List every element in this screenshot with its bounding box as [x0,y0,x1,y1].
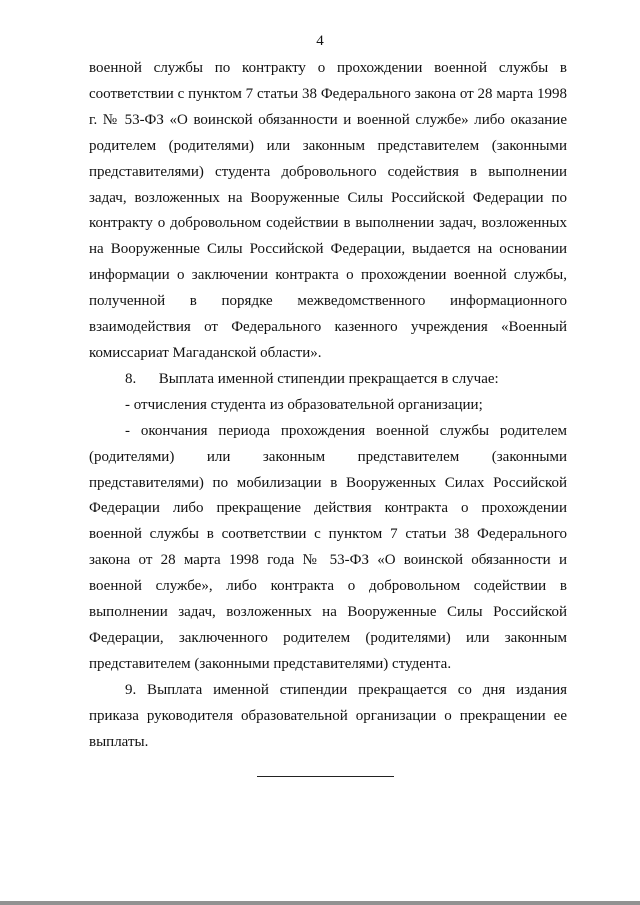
paragraph-item-9: 9. Выплата именной стипендии прекращается со дня издания приказа руководителя образовательной организации о прекращении ее выплаты. [89,681,567,750]
end-separator-line [257,776,394,777]
document-body [89,56,567,755]
paragraph-item-8: 8. Выплата именной стипендии прекращается в случае: [125,370,499,387]
paragraph-item-8-dash-1: - отчисления студента из образовательной организации; [125,396,483,413]
paragraph-item-8-dash-2: - окончания периода прохождения военной службы родителем (родителями) или законным представителем (законными представителями) по мобилизации в Вооруженных Силах Российской Федерации либо прекращение действия контракта о прохождении военной службы в соответствии с пунктом 7 статьи 38 Федерального закона от 28 марта 1998 года № 53-ФЗ «О воинской обязанности и военной службе», либо контракта о добровольном содействии в выполнении задач, возложенных на Вооруженные Силы Российской Федерации, заключенного родителем (родителями) или законным представителем (законными представителями) студента. [89,422,567,672]
paragraph-continuation: военной службы по контракту о прохождении военной службы в соответствии с пунктом 7 статьи 38 Федерального закона от 28 марта 1998 г. № 53-ФЗ «О воинской обязанности и военной службе» либо оказание родителем (родителями) или законным представителем (законными представителями) студента добровольного содействия в выполнении задач, возложенных на Вооруженные Силы Российской Федерации по контракту о добровольном содействии в выполнении задач, возложенных на Вооруженные Силы Российской Федерации, выдается на основании информации о заключении контракта о прохождении военной службы, полученной в порядке межведомственного информационного взаимодействия от Федерального казенного учреждения «Военный комиссариат Магаданской области». [89,60,567,361]
scan-bottom-edge [0,901,640,905]
page-number: 4 [316,33,324,49]
